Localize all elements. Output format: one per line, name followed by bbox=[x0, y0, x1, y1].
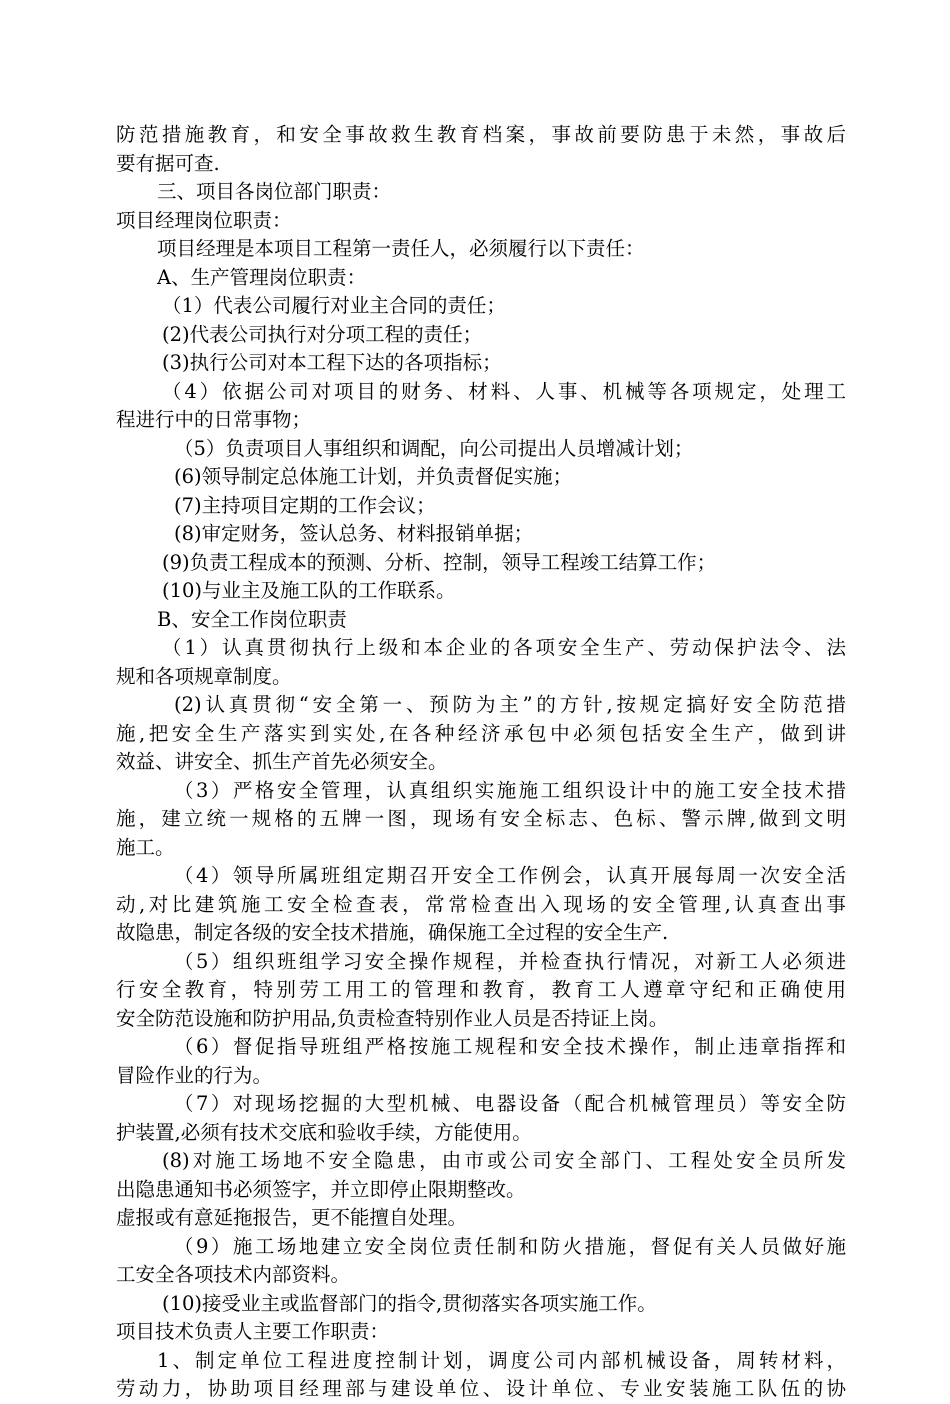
text-line: 施，建立统一规格的五牌一图，现场有安全标志、色标、警示牌,做到文明 bbox=[116, 807, 846, 830]
text-line: 项目经理岗位职责： bbox=[116, 208, 292, 232]
text-line: 施,把安全生产落实到实处,在各种经济承包中必须包括安全生产，做到讲 bbox=[116, 721, 846, 745]
text-line: 1、制定单位工程进度控制计划，调度公司内部机械设备，周转材料， bbox=[157, 1348, 846, 1372]
text-line: （1）认真贯彻执行上级和本企业的各项安全生产、劳动保护法令、法 bbox=[162, 636, 846, 659]
text-line: (8)对施工场地不安全隐患，由市或公司安全部门、工程处安全员所发 bbox=[162, 1149, 846, 1172]
text-line: （4）依据公司对项目的财务、材料、人事、机械等各项规定，处理工 bbox=[162, 379, 846, 403]
text-line: (10)接受业主或监督部门的指令,贯彻落实各项实施工作。 bbox=[162, 1291, 657, 1315]
text-line: 防范措施教育，和安全事故救生教育档案，事故前要防患于未然，事故后 bbox=[116, 123, 846, 146]
text-line: 安全防范设施和防护用品,负责检查特别作业人员是否持证上岗。 bbox=[116, 1006, 669, 1030]
text-line: 项目技术负责人主要工作职责： bbox=[116, 1320, 390, 1343]
text-line: （4）领导所属班组定期召开安全工作例会，认真开展每周一次安全活 bbox=[174, 864, 846, 887]
text-line: B、安全工作岗位职责 bbox=[157, 607, 347, 631]
text-line: 虚报或有意延拖报告，更不能擅自处理。 bbox=[116, 1206, 468, 1229]
text-line: （1）代表公司履行对业主合同的责任； bbox=[162, 294, 506, 317]
text-line: (6)领导制定总体施工计划，并负责督促实施； bbox=[174, 465, 573, 488]
text-line: (10)与业主及施工队的工作联系。 bbox=[162, 579, 456, 602]
text-line: 效益、讲安全、抓生产首先必须安全。 bbox=[116, 750, 448, 773]
text-line: （3）严格安全管理，认真组织实施施工组织设计中的施工安全技术措 bbox=[174, 778, 846, 802]
text-line: （5）组织班组学习安全操作规程，并检查执行情况，对新工人必须进 bbox=[174, 949, 846, 973]
text-line: 规和各项规章制度。 bbox=[116, 664, 292, 688]
text-line: (2)认真贯彻“安全第一、预防为主”的方针,按规定搞好安全防范措 bbox=[174, 693, 846, 716]
text-line: 故隐患，制定各级的安全技术措施，确保施工全过程的安全生产. bbox=[116, 921, 669, 944]
text-line: 工安全各项技术内部资料。 bbox=[116, 1263, 351, 1286]
text-line: (8)审定财务，签认总务、材料报销单据； bbox=[174, 522, 534, 545]
text-line: （7）对现场挖掘的大型机械、电器设备（配合机械管理员）等安全防 bbox=[174, 1092, 846, 1115]
text-line: 三、项目各岗位部门职责： bbox=[157, 180, 392, 203]
document-page bbox=[116, 121, 846, 1404]
text-line: （6）督促指导班组严格按施工规程和安全技术操作，制止违章指挥和 bbox=[174, 1035, 846, 1058]
text-line: (2)代表公司执行对分项工程的责任； bbox=[162, 322, 483, 346]
text-line: (9)负责工程成本的预测、分析、控制，领导工程竣工结算工作； bbox=[162, 550, 717, 574]
text-line: 劳动力，协助项目经理部与建设单位、设计单位、专业安装施工队伍的协 bbox=[116, 1377, 846, 1400]
text-line: 冒险作业的行为。 bbox=[116, 1063, 273, 1087]
text-line: 要有据可查. bbox=[116, 151, 220, 175]
text-line: （5）负责项目人事组织和调配，向公司提出人员增减计划； bbox=[174, 436, 694, 460]
text-line: （9）施工场地建立安全岗位责任制和防火措施，督促有关人员做好施 bbox=[174, 1234, 846, 1258]
text-line: 程进行中的日常事物； bbox=[116, 408, 312, 431]
text-line: 动,对比建筑施工安全检查表，常常检查出入现场的安全管理,认真查出事 bbox=[116, 892, 846, 916]
text-line: 项目经理是本项目工程第一责任人，必须履行以下责任： bbox=[157, 237, 645, 260]
text-line: (3)执行公司对本工程下达的各项指标； bbox=[162, 351, 502, 374]
text-line: 施工。 bbox=[116, 835, 175, 859]
text-line: 护装置,必须有技术交底和验收手续，方能使用。 bbox=[116, 1120, 532, 1144]
text-line: (7)主持项目定期的工作会议； bbox=[174, 493, 436, 517]
text-line: 出隐患通知书必须签字，并立即停止限期整改。 bbox=[116, 1177, 526, 1201]
text-line: 行安全教育，特别劳工用工的管理和教育，教育工人遵章守纪和正确使用 bbox=[116, 978, 846, 1001]
text-line: A、生产管理岗位职责： bbox=[157, 265, 367, 289]
